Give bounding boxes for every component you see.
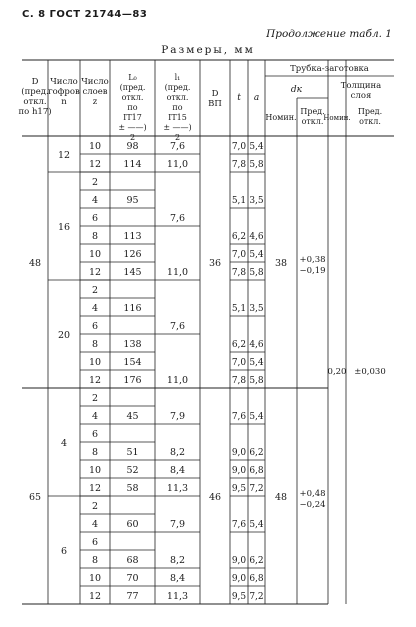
cell-z: 4	[91, 303, 99, 314]
col-l1-header-line-3: по	[172, 103, 183, 112]
cell-l1: 11,0	[166, 375, 189, 386]
cell-a: 7,2	[249, 592, 264, 602]
cell-z: 2	[91, 177, 99, 188]
col-l1-header-line-0: l₁	[174, 73, 181, 82]
cell-t: 6,2	[231, 232, 247, 242]
cell-a: 5,8	[249, 376, 264, 386]
col-Dvn-header-line-0: D	[211, 89, 219, 99]
cell-z: 8	[91, 447, 99, 458]
cell-z: 8	[91, 231, 99, 242]
cell-z: 12	[88, 591, 102, 602]
cell-L0: 98	[126, 141, 139, 152]
cell-a: 5,4	[249, 250, 264, 260]
cell-L0: 138	[123, 339, 142, 350]
cell-dk-nom: 38	[274, 258, 288, 269]
cell-t: 7,8	[231, 376, 247, 386]
cell-L0: 70	[126, 573, 139, 584]
cell-l1: 8,2	[169, 555, 186, 566]
cell-n: 16	[57, 222, 71, 233]
cell-L0: 52	[126, 465, 139, 476]
cell-L0: 126	[123, 249, 142, 260]
cell-l1: 8,2	[169, 447, 186, 458]
cell-t: 5,1	[231, 304, 247, 314]
col-Dvn-header-line-1: ВП	[208, 99, 222, 109]
cell-z: 6	[91, 321, 99, 332]
cell-l1: 7,9	[169, 411, 186, 422]
cell-l1: 7,6	[169, 213, 186, 224]
cell-t: 7,8	[231, 160, 247, 170]
col-l1-header-line-5: ± ——)	[163, 123, 192, 132]
cell-z: 4	[91, 195, 99, 206]
col-L0-header-line-2: откл.	[121, 93, 144, 102]
cell-z: 8	[91, 339, 99, 350]
cell-Dvn: 46	[208, 492, 222, 503]
col-a-header: a	[253, 93, 260, 103]
cell-a: 3,5	[249, 304, 264, 314]
cell-a: 6,8	[249, 574, 264, 584]
cell-L0: 60	[126, 519, 139, 530]
col-l1-header-line-4: IT15	[168, 113, 187, 122]
cell-z: 12	[88, 267, 102, 278]
cell-D: 65	[28, 492, 42, 503]
table-caption: Размеры, мм	[161, 44, 255, 56]
col-l1-header-line-2: откл.	[166, 93, 189, 102]
col-L0-header-line-1: (пред.	[119, 83, 146, 92]
cell-z: 6	[91, 429, 99, 440]
cell-dk-nom: 48	[274, 492, 288, 503]
cell-z: 2	[91, 501, 99, 512]
cell-L0: 51	[126, 447, 139, 458]
cell-a: 5,4	[249, 520, 264, 530]
cell-L0: 68	[126, 555, 139, 566]
cell-z: 10	[88, 573, 102, 584]
cell-a: 6,2	[249, 556, 264, 566]
cell-Dvn: 36	[208, 258, 222, 269]
cell-z: 8	[91, 555, 99, 566]
cell-z: 6	[91, 537, 99, 548]
cell-t: 6,2	[231, 340, 247, 350]
cell-L0: 154	[123, 357, 142, 368]
cell-t: 7,8	[231, 268, 247, 278]
cell-dk-dev-lower: −0,19	[299, 266, 326, 276]
cell-L0: 176	[123, 375, 142, 386]
cell-a: 4,6	[249, 232, 264, 242]
cell-D: 48	[28, 258, 42, 269]
tube-group-header: Трубка-заготовка	[290, 64, 369, 74]
cell-L0: 77	[126, 591, 139, 602]
cell-L0: 114	[123, 159, 142, 170]
col-dk-nom-header: Номин.	[265, 113, 297, 122]
cell-a: 7,2	[249, 484, 264, 494]
col-D-header-line-2: откл.	[23, 97, 47, 107]
cell-l1: 11,0	[166, 267, 189, 278]
cell-a: 6,8	[249, 466, 264, 476]
cell-n: 20	[57, 330, 71, 341]
cell-l1: 8,4	[169, 465, 186, 476]
cell-a: 4,6	[249, 340, 264, 350]
cell-l1: 7,6	[169, 321, 186, 332]
cell-dk-dev-lower: −0,24	[299, 500, 326, 510]
cell-l1: 11,3	[166, 483, 189, 494]
cell-z: 4	[91, 411, 99, 422]
cell-l1: 7,9	[169, 519, 186, 530]
cell-z: 10	[88, 357, 102, 368]
cell-z: 10	[88, 141, 102, 152]
cell-a: 5,4	[249, 358, 264, 368]
cell-z: 10	[88, 465, 102, 476]
cell-L0: 45	[126, 411, 139, 422]
col-D-header-line-0: D	[31, 77, 39, 87]
continuation-label: Продолжение табл. 1	[266, 28, 392, 40]
cell-dk-dev-upper: +0,48	[299, 489, 326, 499]
cell-l1: 11,0	[166, 159, 189, 170]
cell-z: 12	[88, 483, 102, 494]
cell-a: 5,8	[249, 268, 264, 278]
cell-t: 9,0	[231, 466, 247, 476]
cell-t: 9,5	[231, 484, 247, 494]
col-l1-header-line-6: 2	[174, 133, 181, 142]
cell-t: 7,0	[231, 142, 247, 152]
cell-a: 5,4	[249, 412, 264, 422]
col-thick-nom-header: Номин.	[323, 114, 351, 122]
thickness-group-header-line-0: Толщина	[340, 81, 382, 91]
page-reference: С. 8 ГОСТ 21744—83	[22, 9, 148, 20]
col-D-header-line-3: по h17)	[18, 107, 52, 117]
cell-z: 12	[88, 375, 102, 386]
cell-L0: 145	[123, 267, 142, 278]
cell-l1: 7,6	[169, 141, 186, 152]
col-L0-header-line-6: 2	[129, 133, 136, 142]
cell-a: 5,4	[249, 142, 264, 152]
col-n-header-line-0: Число	[50, 77, 78, 87]
col-t-header: t	[237, 93, 241, 103]
cell-thick-dev: ±0,030	[354, 367, 386, 377]
cell-a: 6,2	[249, 448, 264, 458]
col-n-header-line-1: гофров	[48, 87, 80, 97]
cell-t: 9,0	[231, 448, 247, 458]
cell-a: 5,8	[249, 160, 264, 170]
col-z-header-line-0: Число	[81, 77, 109, 87]
cell-a: 3,5	[249, 196, 264, 206]
col-dk-dev-header-line-0: Пред.	[300, 107, 325, 116]
cell-t: 7,0	[231, 358, 247, 368]
cell-n: 6	[60, 546, 68, 557]
cell-L0: 95	[126, 195, 139, 206]
cell-t: 7,6	[231, 520, 247, 530]
cell-n: 4	[60, 438, 68, 449]
col-n-header-line-2: n	[61, 97, 67, 107]
cell-t: 5,1	[231, 196, 247, 206]
col-z-header-line-2: z	[92, 97, 98, 107]
cell-z: 2	[91, 285, 99, 296]
cell-t: 9,0	[231, 556, 247, 566]
cell-z: 2	[91, 393, 99, 404]
cell-z: 6	[91, 213, 99, 224]
col-L0-header-line-4: IT17	[123, 113, 142, 122]
cell-l1: 8,4	[169, 573, 186, 584]
thickness-group-header-line-1: слоя	[350, 91, 372, 101]
col-l1-header-line-1: (пред.	[164, 83, 191, 92]
cell-t: 7,0	[231, 250, 247, 260]
cell-L0: 58	[126, 483, 139, 494]
cell-L0: 113	[123, 231, 142, 242]
col-dk-header: dк	[290, 85, 303, 95]
cell-dk-dev-upper: +0,38	[299, 255, 326, 265]
col-thick-dev-header-line-1: откл.	[359, 117, 381, 126]
cell-z: 12	[88, 159, 102, 170]
col-z-header-line-1: слоев	[82, 87, 108, 97]
cell-n: 12	[57, 150, 71, 161]
cell-t: 9,0	[231, 574, 247, 584]
cell-l1: 11,3	[166, 591, 189, 602]
col-L0-header-line-3: по	[127, 103, 138, 112]
cell-z: 4	[91, 519, 99, 530]
col-D-header-line-1: (пред.	[21, 87, 49, 97]
col-L0-header-line-0: L₀	[128, 73, 137, 82]
col-L0-header-line-5: ± ——)	[118, 123, 147, 132]
cell-z: 10	[88, 249, 102, 260]
col-dk-dev-header-line-1: откл.	[301, 117, 324, 126]
cell-L0: 116	[123, 303, 142, 314]
cell-t: 9,5	[231, 592, 247, 602]
col-thick-dev-header-line-0: Пред.	[357, 107, 383, 116]
cell-thick-nom: 0,20	[327, 367, 347, 377]
cell-t: 7,6	[231, 412, 247, 422]
